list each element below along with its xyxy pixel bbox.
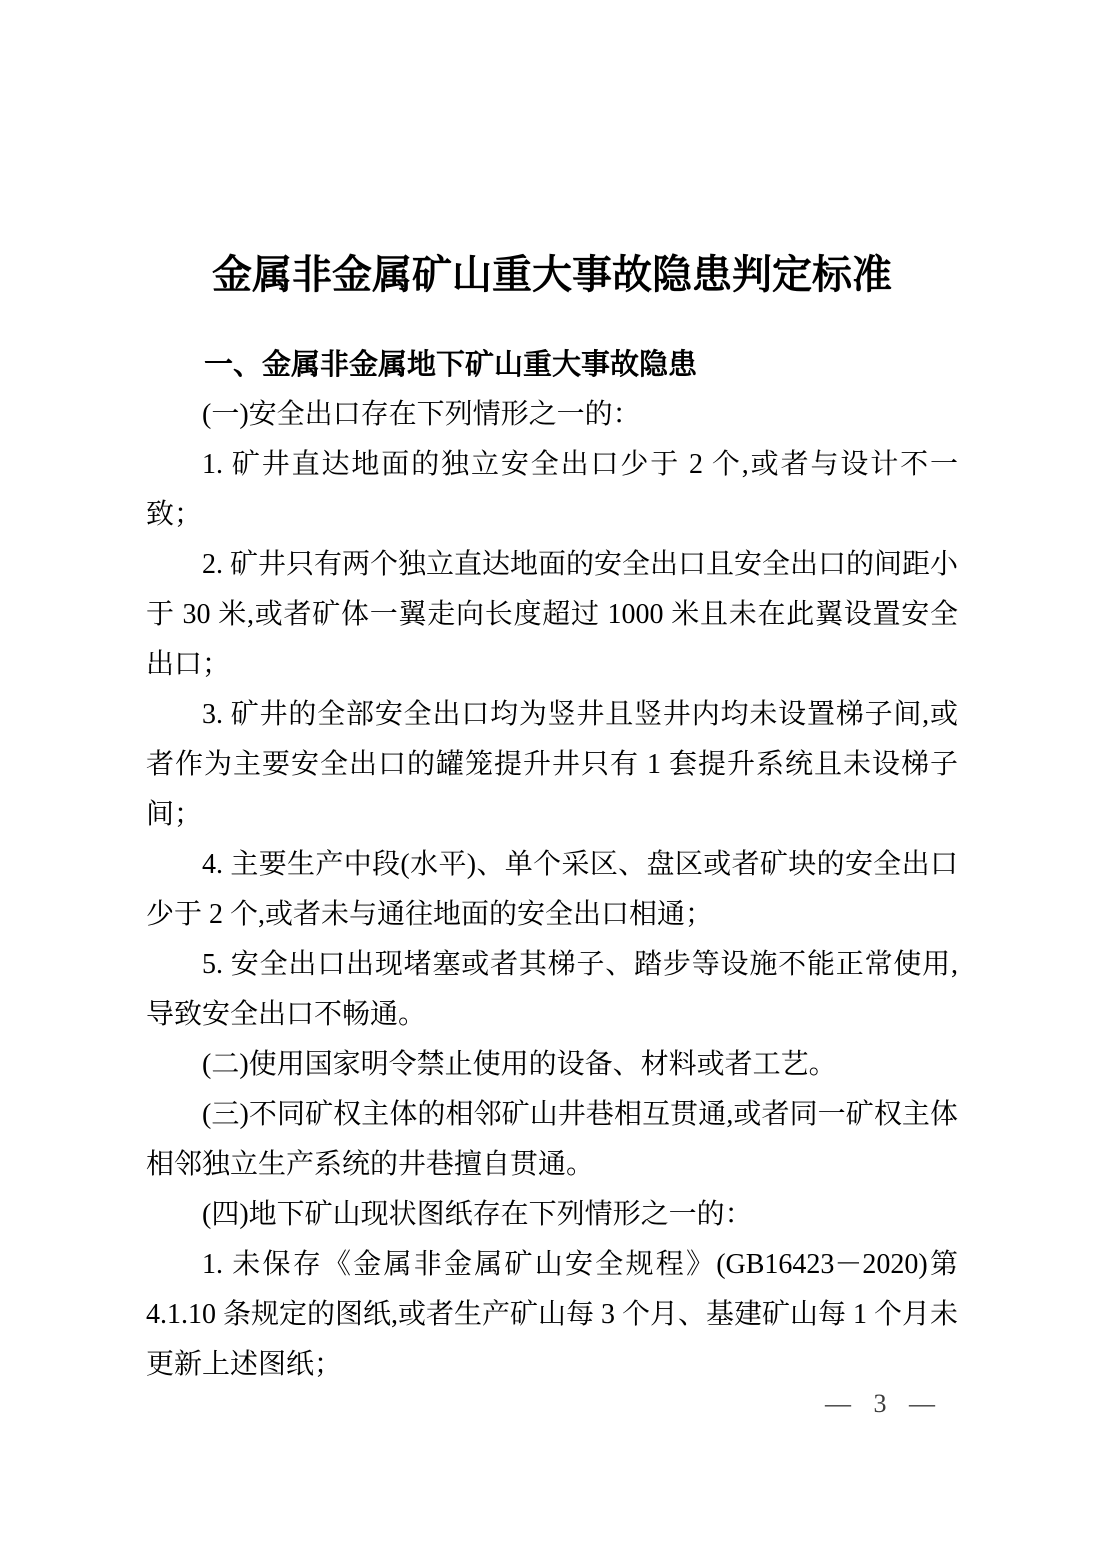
paragraph: (三)不同矿权主体的相邻矿山井巷相互贯通,或者同一矿权主体相邻独立生产系统的井巷擅自贯通。 <box>146 1099 958 1180</box>
paragraph: (一)安全出口存在下列情形之一的： <box>202 399 641 430</box>
document-title: 金属非金属矿山重大事故隐患判定标准 <box>212 252 892 297</box>
document-content <box>146 248 958 1390</box>
section-heading: 一、金属非金属地下矿山重大事故隐患 <box>204 349 698 381</box>
paragraph: 5. 安全出口出现堵塞或者其梯子、踏步等设施不能正常使用,导致安全出口不畅通。 <box>146 949 958 1030</box>
page-number: — 3 — <box>825 1389 935 1418</box>
paragraph: 1. 未保存《金属非金属矿山安全规程》(GB16423－2020)第 4.1.10 条规定的图纸,或者生产矿山每 3 个月、基建矿山每 1 个月未更新上述图纸； <box>146 1249 959 1380</box>
paragraph: 3. 矿井的全部安全出口均为竖井且竖井内均未设置梯子间,或者作为主要安全出口的罐笼提升井只有 1 套提升系统且未设梯子间； <box>146 699 958 830</box>
paragraph: 4. 主要生产中段(水平)、单个采区、盘区或者矿块的安全出口少于 2 个,或者未与通往地面的安全出口相通； <box>146 849 958 930</box>
paragraph: 2. 矿井只有两个独立直达地面的安全出口且安全出口的间距小于 30 米,或者矿体一翼走向长度超过 1000 米且未在此翼设置安全出口； <box>146 549 959 680</box>
paragraph: 1. 矿井直达地面的独立安全出口少于 2 个,或者与设计不一致； <box>146 449 958 530</box>
paragraph: (二)使用国家明令禁止使用的设备、材料或者工艺。 <box>202 1049 837 1080</box>
paragraph: (四)地下矿山现状图纸存在下列情形之一的： <box>202 1199 753 1230</box>
